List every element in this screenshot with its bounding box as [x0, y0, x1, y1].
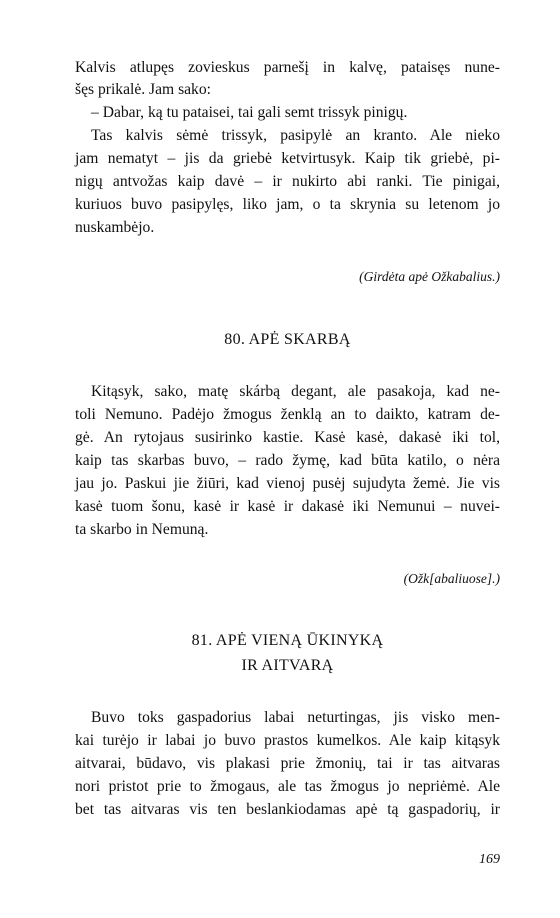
- source-note: (Ožk[abaliuose].): [403, 571, 500, 586]
- text-line: Buvo toks gaspadorius labai neturtingas, jis visko men-: [91, 709, 500, 726]
- story-title: 81. APĖ VIENĄ ŪKINYKĄ: [191, 632, 384, 649]
- text-line: šęs prikalė. Jam sako:: [75, 81, 211, 98]
- text-line: ta skarbo in Nemuną.: [75, 521, 209, 538]
- text-line: kai turėjo ir labai jo buvo prastos kumelkos. Ale kaip kitąsyk: [75, 732, 500, 749]
- story-title: 80. APĖ SKARBĄ: [224, 331, 351, 348]
- text-line: bet tas aitvaras vis ten beslankiodamas apė tą gaspadorių, ir: [75, 801, 500, 818]
- text-line: Kalvis atlupęs zovieskus parnešį in kalvę, pataisęs nune-: [75, 59, 500, 76]
- text-line: Kitąsyk, sako, matę skárbą degant, ale pasakoja, kad ne-: [91, 383, 500, 400]
- text-line: kasė tuom šonu, kasė ir kasė ir dakasė iki Nemunui – nuvei-: [75, 498, 500, 515]
- page-number: 169: [479, 852, 500, 867]
- source-note: (Girdėta apė Ožkabalius.): [359, 269, 500, 284]
- text-line: gė. An rytojaus susirinko kastie. Kasė kasė, dakasė iki tol,: [75, 429, 500, 446]
- text-line: – Dabar, ką tu pataisei, tai gali semt trissyk pinigų.: [91, 104, 408, 121]
- text-line: nuskambėjo.: [75, 219, 155, 236]
- text-line: toli Nemuno. Padėjo žmogus ženklą an to daikto, katram de-: [75, 406, 500, 423]
- text-line: jau jo. Paskui jie žiūri, kad vienoj pusėj sujudyta žemė. Jie vis: [75, 475, 500, 492]
- text-line: aitvarai, būdavo, vis plakasi prie žmonių, tai ir tas aitvaras: [75, 755, 500, 772]
- text-line: kaip tas skarbas buvo, – rado žymę, kad būta katilo, o nėra: [75, 452, 500, 469]
- story-title: IR AITVARĄ: [241, 657, 334, 674]
- text-line: nigų antvožas kaip davė – ir nukirto abi ranki. Tie pinigai,: [75, 173, 500, 190]
- text-line: kuriuos buvo pasipylęs, liko jam, o ta skrynia su letenom jo: [75, 196, 500, 213]
- text-line: jam nematyt – jis da griebė ketvirtusyk. Kaip tik griebė, pi-: [75, 150, 500, 167]
- text-line: Tas kalvis sėmė trissyk, pasipylė an kranto. Ale nieko: [91, 127, 500, 144]
- text-line: nori pristot prie to žmogaus, ale tas žmogus jo nepriėmė. Ale: [75, 778, 500, 795]
